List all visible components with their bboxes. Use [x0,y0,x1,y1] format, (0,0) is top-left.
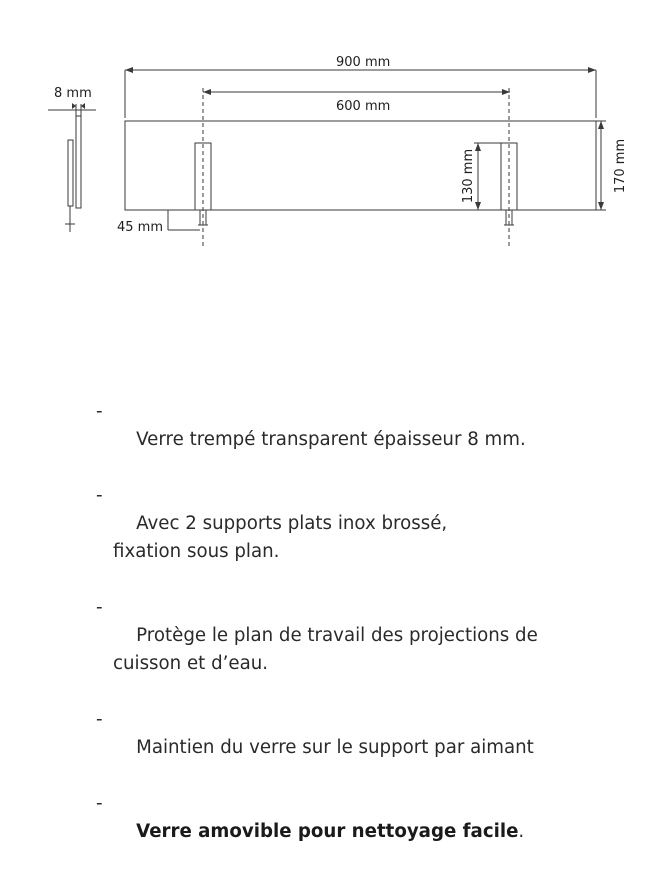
height-label: 170 mm [613,138,628,194]
below-plan-label: 45 mm [117,220,164,235]
side-view [48,103,96,232]
total-length-label: 900 mm [336,55,391,70]
front-view [125,67,606,230]
technical-drawing [0,0,647,330]
feature-text: Avec 2 supports plats inox brossé, fixation sous plan. [113,513,448,562]
feature-suffix: . [518,821,525,842]
feature-text: Protège le plan de travail des projections de cuisson et d’eau. [113,625,538,674]
feature-item: - Protège le plan de travail des projections de cuisson et d’eau. [96,597,538,674]
thickness-label: 8 mm [54,86,92,101]
feature-item: - Verre amovible pour nettoyage facile. [96,793,525,842]
feature-item: - Maintien du verre sur le support par aimant [96,709,534,758]
feature-text: Maintien du verre sur le support par aimant [136,737,534,758]
support-height-label: 130 mm [461,148,476,204]
feature-item: - Avec 2 supports plats inox brossé, fixation sous plan. [96,485,448,562]
feature-item: - Verre trempé transparent épaisseur 8 mm. [96,401,526,450]
feature-list [96,398,616,874]
feature-text: Verre trempé transparent épaisseur 8 mm. [136,429,526,450]
feature-text: Verre amovible pour nettoyage facile [136,821,519,842]
support-spacing-label: 600 mm [336,99,391,114]
